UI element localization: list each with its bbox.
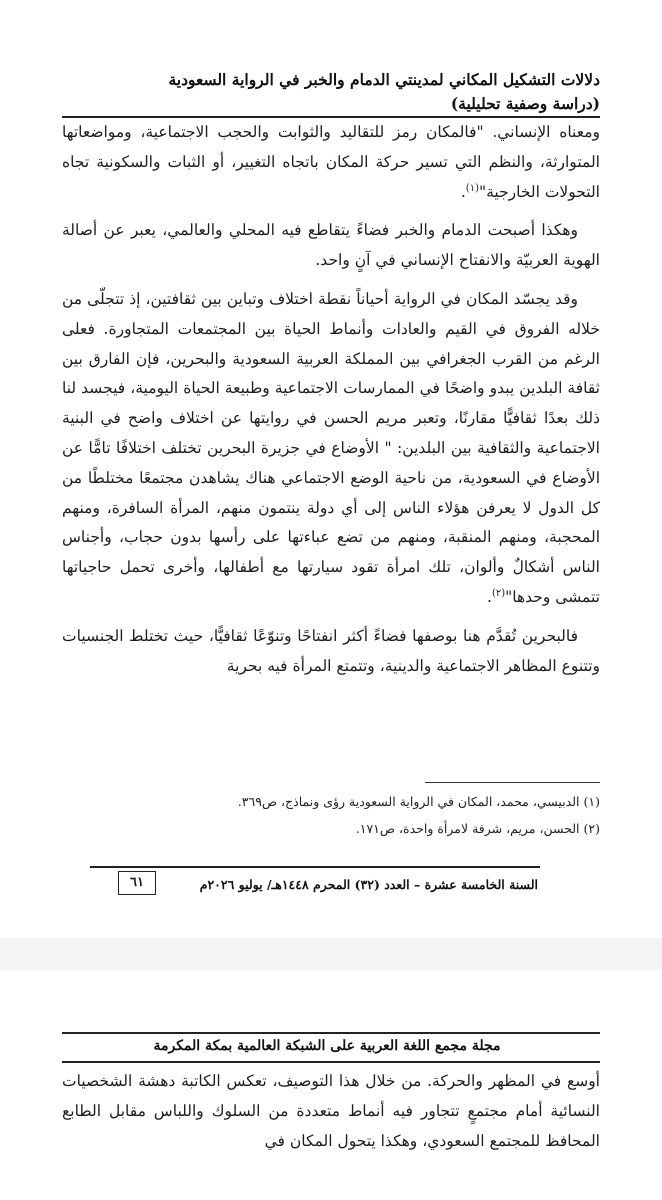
footnote-1: (١) الدبيسي، محمد، المكان في الرواية السعودية رؤى ونماذج، ص٣٦٩. [237,794,600,809]
header-rule-bottom [62,1061,600,1063]
paragraph-1: ومعناه الإنساني. "فالمكان رمز للتقاليد والثوابت والحجب الاجتماعية، ومواضعاتها المتوارثة، والنظم التي تسير حركة المكان باتجاه التغيير، أو الثبات والسكونية تجاه التحولات الخارجية"$^{(١)}$. [62,123,600,201]
paragraph-3: وقد يجسّد المكان في الرواية أحياناً نقطة اختلاف وتباين بين ثقافتين، إذ تتجلّى من خلاله الفروق في القيم والعادات وأنماط الحياة بين المجتمعات المتجاورة. فعلى الرغم من القرب الجغرافي بين المملكة العربية السعودية والبحرين، فإن الفارق بين ثقافة البلدين يبدو واضحًا في الممارسات الاجتماعية وطبيعة الحياة اليومية، فيجسد لنا ذلك بعدًا ثقافيًّا مقارنًا، وتعبر مريم الحسن في روايتها عن اختلاف واضح في البنية الاجتماعية والثقافية بين البلدين: " الأوضاع في جزيرة البحرين تختلف اختلافًا تامًّا عن الأوضاع في السعودية، من ناحية الوضع الاجتماعي هناك يشاهدن مجتمعًا مختلطًا من كل الدول لا يعرفن هؤلاء الناس إلى أي دولة ينتمون منهم، المرأة السافرة، ومنهم المحجبة، ومنهم المنقبة، ومنهم من تضع عباءتها على رأسها بدون حجاب، وأجناس الناس أشكالٌ وألوان، تلك امرأة تقود سيارتها مع أطفالها، وأخرى تحمل حاجياتها تتمشى وحدها"$^{(٢)}$. [62,289,600,606]
footnote-ref-2: (٢) [491,587,506,599]
paragraph-4: فالبحرين تُقدَّم هنا بوصفها فضاءً أكثر انفتاحًا وتنوّعًا ثقافيًّا، حيث تختلط الجنسيات وتتنوع المظاهر الاجتماعية والدينية، وتتمتع المرأة فيه بحرية [62,626,600,675]
body-text [62,1067,600,1156]
footer-rule [90,866,540,868]
footnote-2: (٢) الحسن، مريم، شرفة لامرأة واحدة، ص١٧١. [355,821,600,836]
journal-title: مجلة مجمع اللغة العربية على الشبكة العالمية بمكة المكرمة [153,1038,501,1054]
page-number-box: ٦١ [118,871,156,895]
paragraph-2: وهكذا أصبحت الدمام والخبر فضاءً يتقاطع فيه المحلي والعالمي، يعبر عن أصالة الهوية العربيّة والانفتاح الإنساني في آنٍ واحد. [62,221,600,270]
page-gap [0,938,662,970]
footnote-separator [425,782,600,783]
footnotes [62,788,600,842]
body-text [62,118,600,681]
running-header-title: دلالات التشكيل المكاني لمدينتي الدمام والخبر في الرواية السعودية [168,70,600,89]
footnote-ref-1: (١) [465,182,479,194]
page-62 [0,970,662,1200]
paragraph-1: أوسع في المظهر والحركة. من خلال هذا التوصيف، تعكس الكاتبة دهشة الشخصيات النسائية أمام مجتمعٍ تتجاور فيه أنماط متعددة من السلوك واللباس مقابل الطابع المحافظ للمجتمع السعودي، وهكذا يتحول المكان في [62,1072,600,1150]
issue-info: السنة الخامسة عشرة – العدد (٣٢) المحرم ١٤٤٨هـ/ يوليو ٢٠٢٦م [199,877,538,892]
running-header-subtitle: (دراسة وصفية تحليلية) [450,94,600,113]
